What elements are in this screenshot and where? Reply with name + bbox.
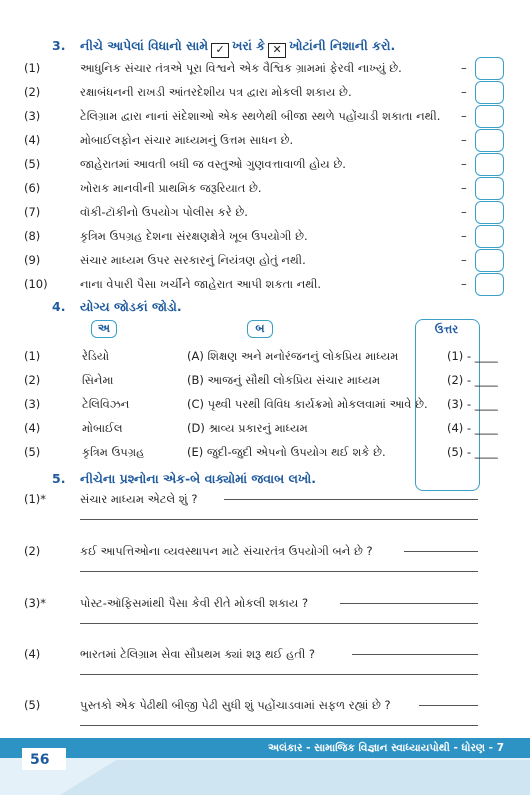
question-text: પુસ્તકો એક પેઢીથી બીજી પેઢી સુધી શું પહોંચાડવામાં સફળ રહ્યાં છે ? (80, 698, 391, 712)
answer-line[interactable] (80, 623, 478, 624)
question-row (24, 544, 530, 584)
answer-box[interactable] (475, 153, 504, 176)
match-row (24, 421, 530, 441)
dash-separator: – (461, 205, 467, 219)
match-row (24, 397, 530, 417)
answer-line[interactable] (340, 603, 478, 604)
answer-box[interactable] (475, 249, 504, 272)
answer-line[interactable] (80, 674, 478, 675)
statement-number: (6) (24, 181, 41, 195)
statement-row (24, 109, 530, 129)
statement-number: (4) (24, 133, 41, 147)
answer-box[interactable] (475, 177, 504, 200)
match-answer-blank[interactable]: (2) - ____ (447, 373, 498, 387)
match-right-item: (C) પૃથ્વી પરથી વિવિધ કાર્યક્રમો મોકલવામાં આવે છે. (187, 397, 428, 411)
statement-text: જાહેરાતમાં આવતી બધી જ વસ્તુઓ ગુણવત્તાવાળી હોય છે. (80, 157, 346, 171)
match-right-item: (B) આજનું સૌથી લોકપ્રિય સંચાર માધ્યમ (187, 373, 381, 387)
section-3-title: 3. નીચે આપેલાં વિધાનો સામે ✓ ખરાં કે ✕ ખોટાંની નિશાની કરો. (52, 38, 396, 56)
question-text: પોસ્ટ-ઑફિસમાંથી પૈસા કેવી રીતે મોકલી શકાય ? (80, 596, 309, 610)
answer-box[interactable] (475, 201, 504, 224)
question-number: (1)* (24, 492, 47, 506)
section-number: 5. (52, 471, 66, 486)
statement-row (24, 253, 530, 273)
answer-box[interactable] (475, 81, 504, 104)
match-answer-blank[interactable]: (3) - ____ (447, 397, 498, 411)
statement-row (24, 157, 530, 177)
dash-separator: – (461, 85, 467, 99)
column-b-header: બ (247, 320, 273, 338)
match-answer-blank[interactable]: (1) - ____ (447, 349, 498, 363)
statement-text: કૃત્રિમ ઉપગ્રહ દેશના સંરક્ષણક્ષેત્રે ખૂબ ઉપયોગી છે. (80, 229, 308, 243)
answer-box[interactable] (475, 129, 504, 152)
statement-number: (10) (24, 277, 48, 291)
statement-row (24, 277, 530, 297)
statement-text: ટેલિગ્રામ દ્વારા નાનાં સંદેશાઓ એક સ્થળેથી બીજા સ્થળે પહોંચાડી શકાતા નથી. (80, 109, 441, 123)
match-left-item: મોબાઈલ (82, 421, 123, 435)
answer-box[interactable] (475, 225, 504, 248)
answer-box[interactable] (475, 105, 504, 128)
answer-line[interactable] (419, 705, 478, 706)
statement-text: નાના વેપારી પૈસા ખર્ચીને જાહેરાત આપી શકતા નથી. (80, 277, 322, 291)
question-text: સંચાર માધ્યમ એટલે શું ? (80, 492, 198, 506)
question-number: (3)* (24, 596, 47, 610)
statement-text: રક્ષાબંધનની રાખડી આંતરદેશીય પત્ર દ્વારા મોકલી શકાય છે. (80, 85, 352, 99)
statement-text: આધુનિક સંચાર તંત્રએ પૂરા વિશ્વને એક વૈશ્વિક ગ્રામમાં ફેરવી નાખ્યું છે. (80, 61, 402, 75)
match-left-item: સિનેમા (82, 373, 114, 387)
dash-separator: – (461, 109, 467, 123)
question-number: (4) (24, 647, 41, 661)
statement-row (24, 229, 530, 249)
statement-row (24, 181, 530, 201)
match-number: (2) (24, 373, 41, 387)
footer-book-title: અલંકાર - સામાજિક વિજ્ઞાન સ્વાધ્યાયપોથી - ધોરણ - 7 (268, 742, 504, 754)
answer-line[interactable] (80, 571, 478, 572)
answer-box[interactable] (475, 273, 504, 296)
question-row (24, 492, 530, 532)
answer-line[interactable] (224, 499, 478, 500)
answer-box[interactable] (475, 57, 504, 80)
statement-text: સંચાર માધ્યમ ઉપર સરકારનું નિયંત્રણ હોતું નથી. (80, 253, 306, 267)
section-5-title: 5. નીચેના પ્રશ્નોના એક-બે વાક્યોમાં જવાબ લખો. (52, 471, 317, 486)
answer-line[interactable] (80, 725, 478, 726)
statement-row (24, 205, 530, 225)
match-right-item: (A) શિક્ષણ અને મનોરંજનનું લોકપ્રિય માધ્યમ (187, 349, 399, 363)
dash-separator: – (461, 253, 467, 267)
match-answer-blank[interactable]: (5) - ____ (447, 445, 498, 459)
dash-separator: – (461, 277, 467, 291)
check-mark-icon: ✓ (211, 43, 229, 58)
statement-row (24, 61, 530, 81)
question-text: કઈ આપત્તિઓના વ્યવસ્થાપન માટે સંચારતંત્ર ઉપયોગી બને છે ? (80, 544, 373, 558)
match-number: (5) (24, 445, 41, 459)
answer-column-header: ઉત્તર (434, 322, 459, 336)
match-right-item: (E) જુદી-જુદી એપનો ઉપયોગ થઈ શકે છે. (187, 445, 386, 459)
match-left-item: ટેલિવિઝન (82, 397, 130, 411)
statement-text: ખોરાક માનવીની પ્રાથમિક જરૂરિયાત છે. (80, 181, 262, 195)
section-4-title: 4. યોગ્ય જોડકાં જોડો. (52, 299, 182, 314)
match-row (24, 373, 530, 393)
column-a-header: અ (91, 320, 117, 338)
question-number: (5) (24, 698, 41, 712)
dash-separator: – (461, 181, 467, 195)
match-row (24, 445, 530, 465)
statement-row (24, 133, 530, 153)
match-number: (3) (24, 397, 41, 411)
statement-text: વૉકી-ટૉકીનો ઉપયોગ પોલીસ કરે છે. (80, 205, 248, 219)
cross-mark-icon: ✕ (268, 43, 286, 58)
statement-text: મોબાઈલફોન સંચાર માધ્યમનું ઉત્તમ સાધન છે. (80, 133, 294, 147)
match-right-item: (D) શ્રાવ્ય પ્રકારનું માધ્યમ (187, 421, 308, 435)
question-number: (2) (24, 544, 41, 558)
match-answer-blank[interactable]: (4) - ____ (447, 421, 498, 435)
match-row (24, 349, 530, 369)
statement-number: (9) (24, 253, 41, 267)
statement-number: (8) (24, 229, 41, 243)
statement-number: (2) (24, 85, 41, 99)
statement-number: (1) (24, 61, 41, 75)
question-text: ભારતમાં ટેલિગ્રામ સેવા સૌપ્રથમ ક્યાં શરૂ થઈ હતી ? (80, 647, 316, 661)
question-row (24, 698, 530, 738)
match-left-item: કૃત્રિમ ઉપગ્રહ (82, 445, 145, 459)
statement-number: (7) (24, 205, 41, 219)
answer-line[interactable] (352, 654, 478, 655)
section-number: 4. (52, 299, 66, 314)
section-number: 3. (52, 38, 66, 53)
dash-separator: – (461, 157, 467, 171)
statement-row (24, 85, 530, 105)
match-number: (4) (24, 421, 41, 435)
page-number: 56 (22, 748, 66, 770)
footer-background-shape (60, 760, 530, 795)
dash-separator: – (461, 61, 467, 75)
answer-line[interactable] (80, 519, 478, 520)
match-number: (1) (24, 349, 41, 363)
dash-separator: – (461, 229, 467, 243)
match-left-item: રેડિયો (82, 349, 110, 363)
question-row (24, 596, 530, 636)
statement-number: (3) (24, 109, 41, 123)
statement-number: (5) (24, 157, 41, 171)
dash-separator: – (461, 133, 467, 147)
question-row (24, 647, 530, 687)
answer-line[interactable] (404, 551, 478, 552)
